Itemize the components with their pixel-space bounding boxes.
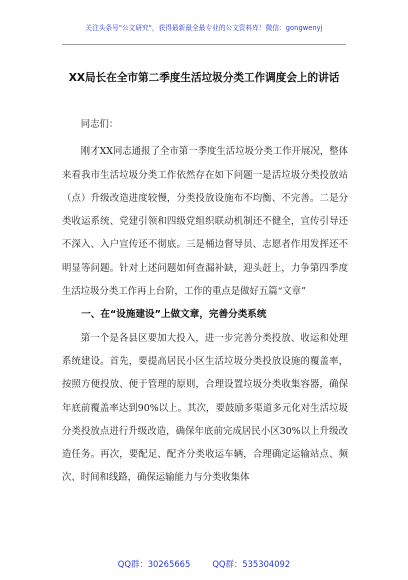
footer-qq-group-1: QQ群：30265665 <box>117 559 191 569</box>
header-promo-note: 关注头条号"公文研究"，获得最新最全最专业的公文资料库！微信：gongwenyj <box>85 24 323 32</box>
document-body <box>62 113 348 490</box>
paragraph-facilities: 第一个是各县区要加大投入，进一步完善分类投放、收运和处理系统建设。首先，要提高居民小区生活垃圾分类投放设施的覆盖率，按照方便投放、便于管理的原则，合理设置垃圾分类收集容器，确保年底前覆盖率达到90%以上。其次，要鼓励多渠道多元化对生活垃圾分类投放点进行升级改造，确保年底前完成居民小区30%以上升级改造任务。再次，要配足、配齐分类收运车辆，合理确定运输站点、频次、时间和线路，确保运输能力与分类收集体 <box>62 332 348 484</box>
salutation: 同志们： <box>80 119 119 130</box>
header-divider <box>62 44 346 45</box>
section-heading-1: 一、在“设施建设”上做文章，完善分类系统 <box>81 309 267 321</box>
page-title: XX局长在全市第二季度生活垃圾分类工作调度会上的讲话 <box>68 72 340 84</box>
footer-contact <box>0 558 408 570</box>
paragraph-intro: 刚才XX同志通报了全市第一季度生活垃圾分类工作开展况，整体来看我市生活垃圾分类工作依然存在如下问题一是活垃圾分类投放站（点）升级改造进度较慢，分类投放设施布不均衡、不完善。二是分类收运系统、党建引领和四级党组织联动机制还不健全，宣传引导还不深入、入户宣传还不彻底。三是桶边督导员、志愿者作用发挥还不明显等问题。针对上述问题如何查漏补缺，迎头赶上，力争第四季度生活垃圾分类工作再上台阶，工作的重点是做好五篇“文章” <box>62 146 348 298</box>
footer-qq-group-2: QQ群：535304092 <box>212 559 291 569</box>
